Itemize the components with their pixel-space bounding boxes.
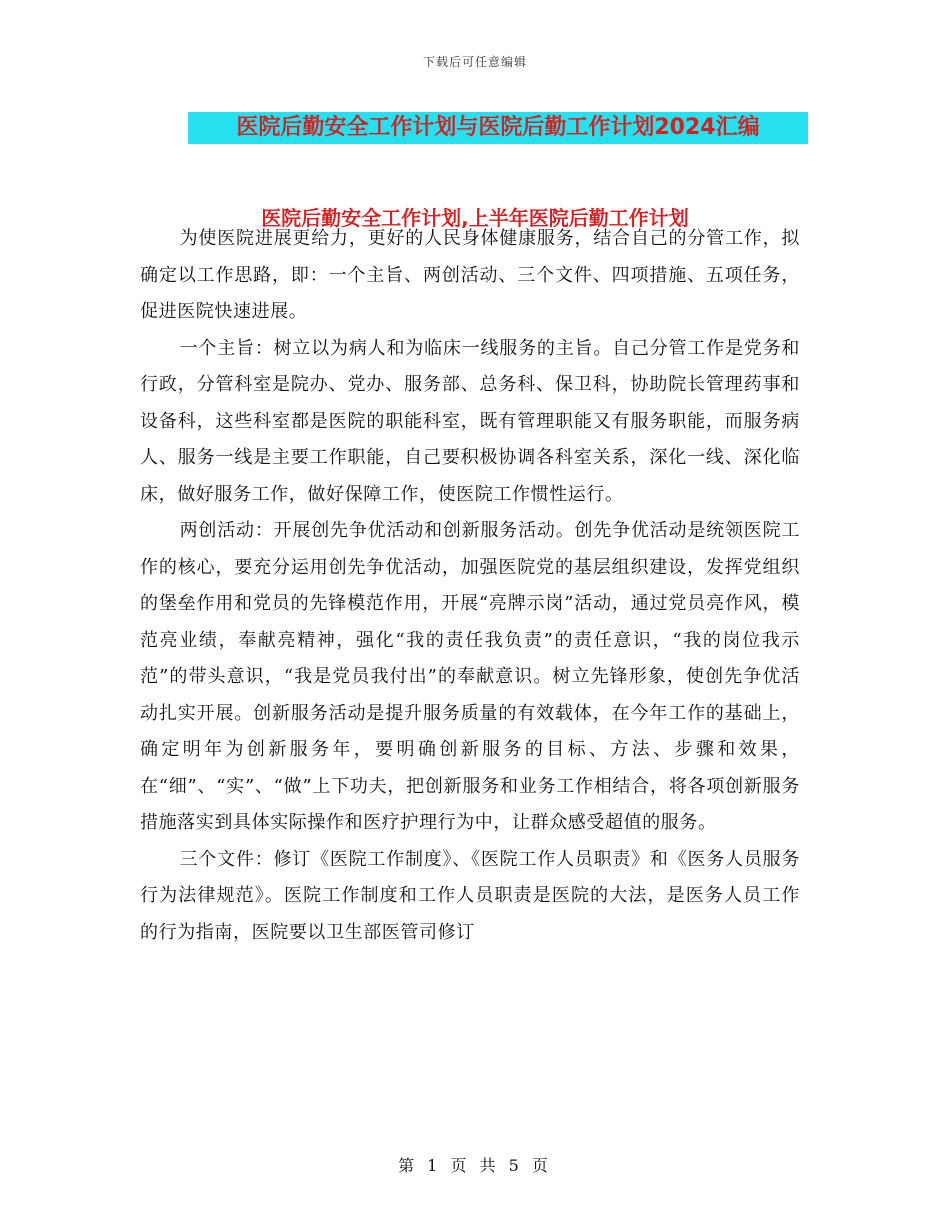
header-note: 下载后可任意编辑 (422, 55, 527, 69)
paragraph: 为使医院进展更给力，更好的人民身体健康服务，结合自己的分管工作，拟确定以工作思路，即：一个主旨、两创活动、三个文件、四项措施、五项任务，促进医院快速进展。 (140, 228, 800, 322)
paragraph: 两创活动：开展创先争优活动和创新服务活动。创先争优活动是统领医院工作的核心，要充分运用创先争优活动，加强医院党的基层组织建设，发挥党组织的堡垒作用和党员的先锋模范作用，开展“亮牌示岗”活动，通过党员亮作风，模范亮业绩，奉献亮精神，强化“我的责任我负责”的责任意识，“我的岗位我示范”的带头意识，“我是党员我付出”的奉献意识。树立先锋形象，使创先争优活动扎实开展。创新服务活动是提升服务质量的有效载体，在今年工作的基础上，确定明年为创新服务年，要明确创新服务的目标、方法、步骤和效果，在“细”、“实”、“做”上下功夫，把创新服务和业务工作相结合，将各项创新服务措施落实到具体实际操作和医疗护理行为中，让群众感受超值的服务。 (140, 520, 800, 833)
paragraph: 三个文件：修订《医院工作制度》、《医院工作人员职责》和《医务人员服务行为法律规范》。医院工作制度和工作人员职责是医院的大法，是医务人员工作的行为指南，医院要以卫生部医管司修订 (140, 848, 800, 943)
document-title: 医院后勤安全工作计划与医院后勤工作计划2024汇编 (188, 112, 808, 144)
document-body (140, 221, 800, 951)
document-subtitle: 医院后勤安全工作计划,上半年医院后勤工作计划 (261, 206, 689, 230)
page-footer: 第 1 页 共 5 页 (398, 1156, 552, 1175)
paragraph: 一个主旨：树立以为病人和为临床一线服务的主旨。自己分管工作是党务和行政，分管科室是院办、党办、服务部、总务科、保卫科，协助院长管理药事和设备科，这些科室都是医院的职能科室，既有管理职能又有服务职能，而服务病人、服务一线是主要工作职能，自己要积极协调各科室关系，深化一线、深化临床，做好服务工作，做好保障工作，使医院工作惯性运行。 (140, 337, 800, 505)
